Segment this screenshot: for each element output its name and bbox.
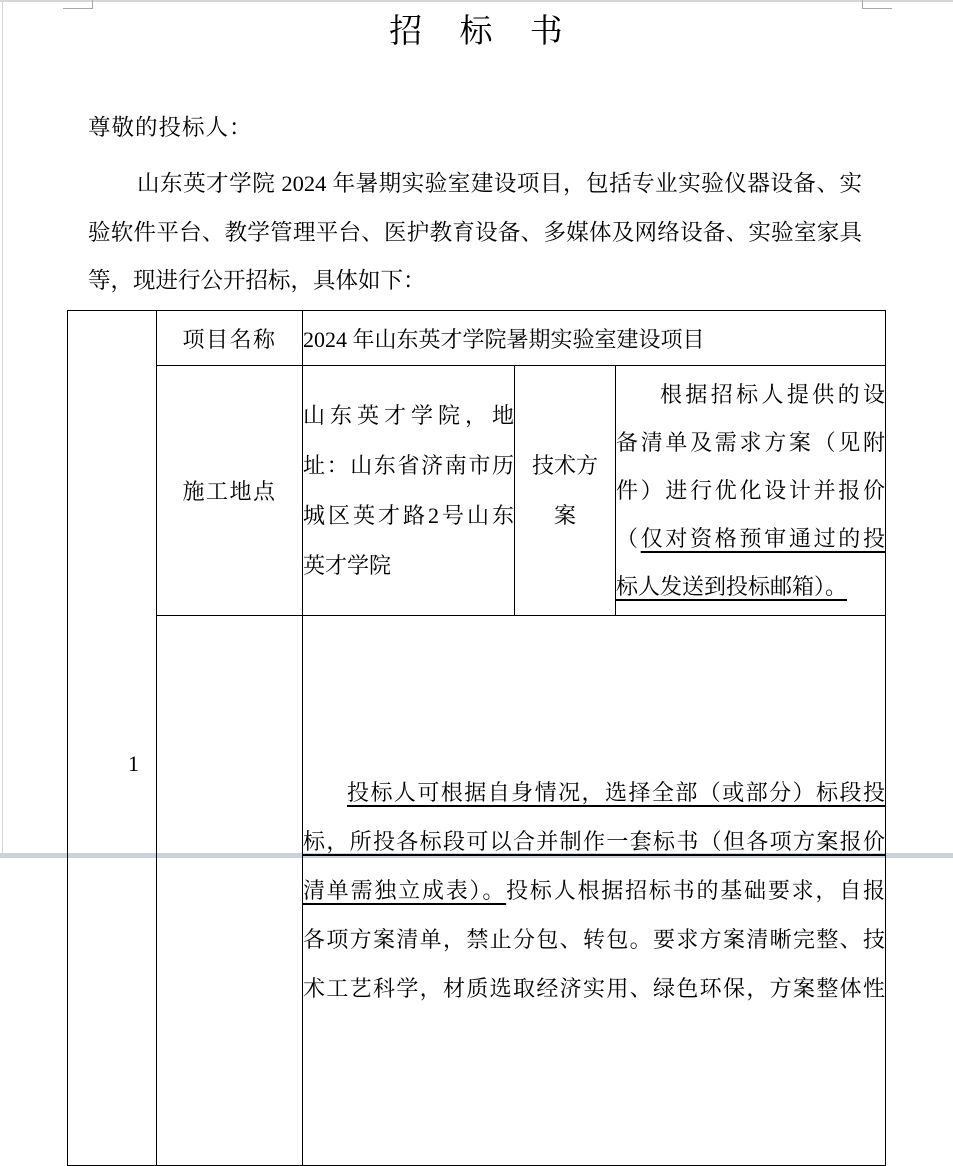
underlined-text: 标，所投各标段可以合并制作一套标书（但各项方案报价 bbox=[303, 829, 885, 854]
text-line bbox=[88, 209, 862, 258]
location-value-cell bbox=[303, 366, 515, 616]
text-line bbox=[303, 491, 514, 541]
location-label-cell: 施工地点 bbox=[157, 366, 303, 616]
empty-label-cell bbox=[157, 616, 303, 1166]
text-segment: 城区英才路2号山东 bbox=[303, 502, 514, 528]
text-boundary-mark-left bbox=[63, 8, 93, 9]
text-line bbox=[303, 391, 514, 441]
page-edge-left bbox=[2, 0, 3, 858]
text-segment: 各项方案清单，禁止分包、转包。要求方案清晰完整、技 bbox=[303, 927, 885, 952]
text-segment: 英才学院 bbox=[303, 552, 392, 578]
tech-plan-desc-cell bbox=[616, 366, 886, 616]
text-segment: 验软件平台、教学管理平台、医护教育设备、多媒体及网络设备、实验室家具 bbox=[88, 219, 862, 245]
text-line bbox=[616, 371, 885, 419]
text-line bbox=[515, 491, 615, 541]
underlined-text: 投标人可根据自身情况，选择全部（或部分）标段投 bbox=[347, 780, 885, 805]
underlined-text: 标人发送到投标邮箱）。 bbox=[616, 573, 848, 599]
salutation: 尊敬的投标人： bbox=[88, 115, 253, 140]
text-line bbox=[616, 515, 885, 563]
text-line bbox=[616, 563, 885, 611]
tech-plan-label-cell bbox=[515, 366, 616, 616]
text-line bbox=[303, 915, 885, 964]
text-segment: 件）进行优化设计并报价 bbox=[616, 477, 885, 503]
text-boundary-mark-right bbox=[862, 8, 892, 9]
bid-info-table bbox=[67, 310, 886, 1166]
text-line bbox=[88, 257, 862, 306]
text-segment: 案 bbox=[553, 502, 576, 528]
text-segment: （ bbox=[616, 525, 641, 551]
text-segment: 投标人根据招标书的基础要求，自报 bbox=[506, 878, 885, 903]
project-name-label-cell: 项目名称 bbox=[157, 311, 303, 366]
text-segment: 技术方 bbox=[531, 452, 598, 478]
text-line bbox=[515, 441, 615, 491]
text-line bbox=[303, 768, 885, 817]
text-line bbox=[303, 866, 885, 915]
text-segment: 根据招标人提供的设 bbox=[660, 381, 885, 407]
page-edge-top bbox=[0, 0, 953, 2]
underlined-text: 仅对资格预审通过的投 bbox=[640, 525, 885, 551]
text-segment: 山东英才学院 2024 年暑期实验室建设项目，包括专业实验仪器设备、实 bbox=[137, 171, 862, 196]
text-segment: 术工艺科学，材质选取经济实用、绿色环保，方案整体性 bbox=[303, 976, 885, 1001]
serial-number-cell bbox=[68, 311, 157, 1166]
serial-number: 1 bbox=[128, 751, 139, 776]
text-segment: 址：山东省济南市历 bbox=[303, 452, 514, 478]
text-boundary-mark-right bbox=[862, 0, 863, 9]
intro-paragraph bbox=[88, 160, 862, 306]
text-segment: 等，现进行公开招标，具体如下： bbox=[88, 268, 426, 294]
document-title: 招 标 书 bbox=[389, 14, 564, 50]
underlined-text: 清单需独立成表）。 bbox=[303, 878, 507, 903]
text-line bbox=[303, 817, 885, 866]
bid-rules-cell bbox=[303, 616, 886, 1166]
project-name-value-cell: 2024 年山东英才学院暑期实验室建设项目 bbox=[303, 311, 886, 366]
text-line bbox=[303, 441, 514, 491]
text-line bbox=[303, 541, 514, 591]
text-segment: 备清单及需求方案（见附 bbox=[616, 429, 885, 455]
text-line bbox=[616, 467, 885, 515]
text-line bbox=[88, 160, 862, 209]
text-line bbox=[303, 964, 885, 1013]
text-line bbox=[616, 419, 885, 467]
text-segment: 山东英才学院，地 bbox=[303, 402, 514, 428]
text-boundary-mark-left bbox=[92, 0, 93, 9]
